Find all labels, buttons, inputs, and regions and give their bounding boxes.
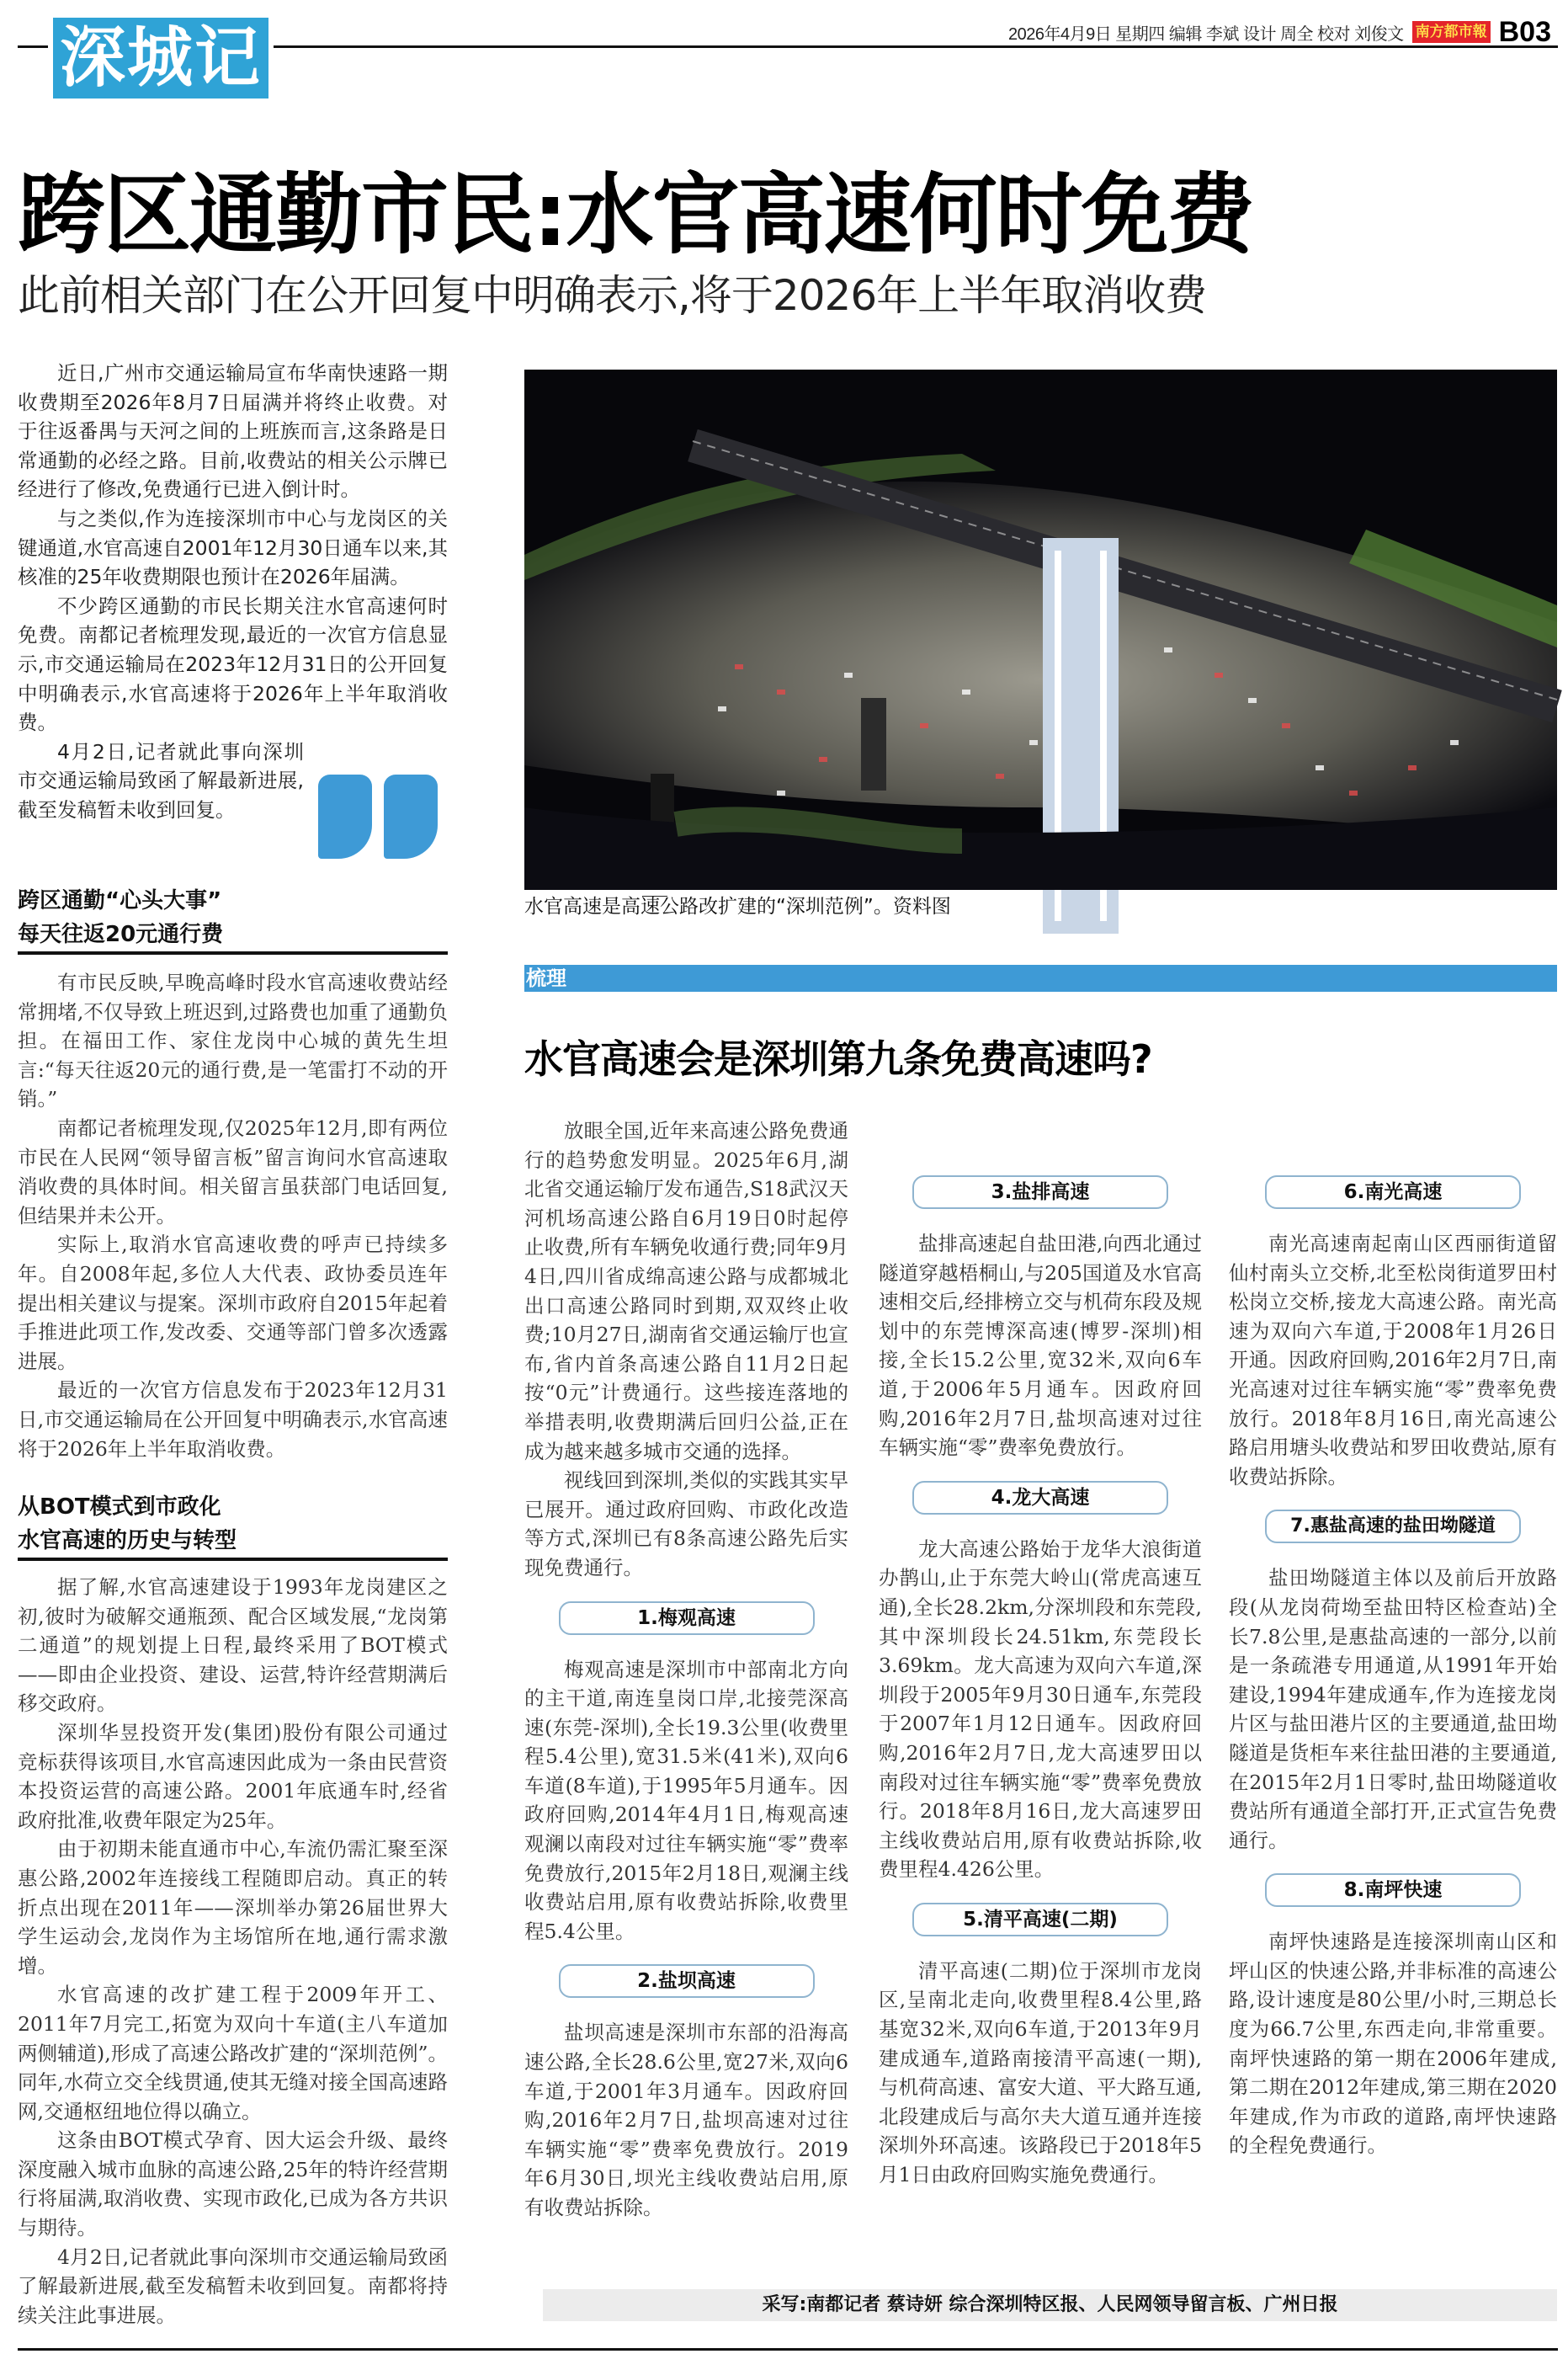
section1-heading: [18, 884, 448, 951]
intro-paragraph: 不少跨区通勤的市民长期关注水官高速何时免费。南都记者梳理发现,最近的一次官方信息显示,市交通运输局在2023年12月31日的公开回复中明确表示,水官高速将于2026年上半年取消收费。: [18, 594, 448, 735]
body-paragraph: 放眼全国,近年来高速公路免费通行的趋势愈发明显。2025年6月,湖北省交通运输厅发布通告,S18武汉天河机场高速公路自6月19日0时起停止收费,所有车辆免收通行费;同年9月4日,四川省成绵高速公路与成都城北出口高速公路同时到期,双双终止收费;10月27日,湖南省交通运输厅也宣布,省内首条高速公路自11月2日起按“0元”计费通行。这些接连落地的举措表明,收费期满后回归公益,正在成为越来越多城市交通的选择。: [524, 1119, 848, 1463]
road-heading-1: 1.梅观高速: [559, 1601, 815, 1635]
review-column-2: [879, 1116, 1202, 2270]
section1-title-line2: 每天往返20元通行费: [18, 922, 224, 947]
section1-body: [18, 968, 448, 1463]
paper-logo: 南方都市報: [1412, 21, 1491, 43]
review-column-3: [1229, 1116, 1557, 2278]
body-paragraph: 实际上,取消水官高速收费的呼声已持续多年。自2008年起,多位人大代表、政协委员连年提出相关建议与提案。深圳市政府自2015年起着手推进此项工作,发改委、交通等部门曾多次透露进展。: [18, 1233, 448, 1373]
section2-heading: [18, 1490, 448, 1558]
section-tag: 梳理: [526, 967, 566, 990]
review-title: 水官高速会是深圳第九条免费高速吗?: [524, 1036, 1152, 1082]
road-text-3: 盐排高速起自盐田港,向西北通过隧道穿越梧桐山,与205国道及水官高速相交后,经排榜立交与机荷东段及规划中的东莞博深高速(博罗-深圳)相接,全长15.2公里,宽32米,双向6车道,于2006年5月通车。因政府回购,2016年2月7日,盐坝高速对过往车辆实施“零”费率免费放行。: [879, 1232, 1202, 1460]
section1-title-line1: 跨区通勤“心头大事”: [18, 888, 222, 913]
road-text-7: 盐田坳隧道主体以及前后开放路段(从龙岗荷坳至盐田特区检查站)全长7.8公里,是惠盐高速的一部分,以前是一条疏港专用通道,从1991年开始建设,1994年建成通车,作为连接龙岗片区与盐田港片区的主要通道,盐田坳隧道是货柜车来往盐田港的主要通道,在2015年2月1日零时,盐田坳隧道收费站所有通道全部打开,正式宣告免费通行。: [1229, 1566, 1557, 1852]
road-heading-2: 2.盐坝高速: [559, 1964, 815, 1998]
road-text-4: 龙大高速公路始于龙华大浪街道办鹊山,止于东莞大岭山(常虎高速互通),全长28.2km,分深圳段和东莞段,其中深圳段长24.51km,东莞段长3.69km。龙大高速为双向六车道,深圳段于2005年9月30日通车,东莞段于2007年1月12日通车。因政府回购,2016年2月7日,龙大高速罗田以南段对过往车辆实施“零”费率免费放行。2018年8月16日,龙大高速罗田主线收费站启用,原有收费站拆除,收费里程4.426公里。: [879, 1536, 1202, 1882]
toll-station-photo: [524, 370, 1557, 890]
intro-paragraph: 4月2日,记者就此事向深圳市交通运输局致函了解最新进展,截至发稿暂未收到回复。: [18, 739, 304, 822]
intro-paragraph: 近日,广州市交通运输局宣布华南快速路一期收费期至2026年8月7日届满并将终止收费。对于往返番禺与天河之间的上班族而言,这条路是日常通勤的必经之路。目前,收费站的相关公示牌已经进行了修改,免费通行已进入倒计时。: [18, 361, 448, 502]
body-paragraph: 最近的一次官方信息发布于2023年12月31日,市交通运输局在公开回复中明确表示,水官高速将于2026年上半年取消收费。: [18, 1378, 448, 1461]
body-paragraph: 这条由BOT模式孕育、因大运会升级、最终深度融入城市血脉的高速公路,25年的特许经营期行将届满,取消收费、实现市政化,已成为各方共识与期待。: [18, 2128, 448, 2240]
body-paragraph: 视线回到深圳,类似的实践其实早已展开。通过政府回购、市政化改造等方式,深圳已有8条高速公路先后实现免费通行。: [524, 1468, 848, 1579]
section-tag-bar: [524, 965, 1557, 992]
body-paragraph: 深圳华昱投资开发(集团)股份有限公司通过竞标获得该项目,水官高速因此成为一条由民营资本投资运营的高速公路。2001年底通车时,经省政府批准,收费年限定为25年。: [18, 1720, 448, 1832]
road-heading-7: 7.惠盐高速的盐田坳隧道: [1265, 1510, 1521, 1543]
road-heading-4: 4.龙大高速: [912, 1481, 1168, 1515]
road-text-5: 清平高速(二期)位于深圳市龙岗区,呈南北走向,收费里程8.4公里,路基宽32米,双向6车道,于2013年9月建成通车,道路南接清平高速(一期),与机荷高速、富安大道、平大路互通,北段建成后与高尔夫大道互通并连接深圳外环高速。该路段已于2018年5月1日由政府回购实施免费通行。: [879, 1958, 1202, 2187]
section2-title-line1: 从BOT模式到市政化: [18, 1494, 221, 1520]
road-heading-5: 5.清平高速(二期): [912, 1903, 1168, 1936]
quote-mark-icon: [318, 775, 444, 867]
road-text-1: 梅观高速是深圳市中部南北方向的主干道,南连皇岗口岸,北接莞深高速(东莞-深圳),全长19.3公里(收费里程5.4公里),宽31.5米(41米),双向6车道(8车道),于1995年5月通车。因政府回购,2014年4月1日,梅观高速观澜以南段对过往车辆实施“零”费率免费放行,2015年2月18日,观澜主线收费站启用,原有收费站拆除,收费里程5.4公里。: [524, 1657, 848, 1943]
section2-title-line2: 水官高速的历史与转型: [18, 1528, 237, 1553]
road-heading-8: 8.南坪快速: [1265, 1873, 1521, 1907]
page-number: B03: [1498, 15, 1551, 48]
body-paragraph: 据了解,水官高速建设于1993年龙岗建区之初,彼时为破解交通瓶颈、配合区域发展,“龙岗第二通道”的规划提上日程,最终采用了BOT模式——即由企业投资、建设、运营,特许经营期满后移交政府。: [18, 1575, 448, 1716]
intro-block: [18, 359, 448, 825]
body-paragraph: 有市民反映,早晚高峰时段水官高速收费站经常拥堵,不仅导致上班迟到,过路费也加重了通勤负担。在福田工作、家住龙岗中心城的黄先生坦言:“每天往返20元的通行费,是一笔雷打不动的开销。”: [18, 971, 448, 1111]
section2-body: [18, 1573, 448, 2330]
section-brand: 深城记: [53, 18, 268, 99]
subheadline: 此前相关部门在公开回复中明确表示,将于2026年上半年取消收费: [18, 271, 1207, 320]
road-text-8: 南坪快速路是连接深圳南山区和坪山区的快速公路,并非标准的高速公路,设计速度是80公里/小时,三期总长度为66.7公里,东西走向,非常重要。南坪快速路的第一期在2006年建成,第二期在2012年建成,第三期在2020年建成,作为市政的道路,南坪快速路的全程免费通行。: [1229, 1930, 1557, 2158]
road-text-2: 盐坝高速是深圳市东部的沿海高速公路,全长28.6公里,宽27米,双向6车道,于2001年3月通车。因政府回购,2016年2月7日,盐坝高速对过往车辆实施“零”费率免费放行。2019年6月30日,坝光主线收费站启用,原有收费站拆除。: [524, 2021, 848, 2219]
body-paragraph: 4月2日,记者就此事向深圳市交通运输局致函了解最新进展,截至发稿暂未收到回复。南都将持续关注此事进展。: [18, 2245, 448, 2327]
section2-rule: [18, 1558, 448, 1561]
aerial-highway-image: [524, 370, 1557, 890]
issue-info: 2026年4月9日 星期四 编辑 李斌 设计 周全 校对 刘俊文: [1007, 24, 1404, 44]
body-paragraph: 南都记者梳理发现,仅2025年12月,即有两位市民在人民网“领导留言板”留言询问水官高速取消收费的具体时间。相关留言虽获部门电话回复,但结果并未公开。: [18, 1116, 448, 1228]
review-column-1: [524, 1116, 848, 2219]
intro-paragraph: 与之类似,作为连接深圳市中心与龙岗区的关键通道,水官高速自2001年12月30日通车以来,其核准的25年收费期限也预计在2026年届满。: [18, 506, 448, 589]
headline: 跨区通勤市民:水官高速何时免费: [18, 163, 1253, 266]
body-paragraph: 由于初期未能直通市中心,车流仍需汇聚至深惠公路,2002年连接线工程随即启动。真正的转折点出现在2011年——深圳举办第26届世界大学生运动会,龙岗作为主场馆所在地,通行需求激增。: [18, 1837, 448, 1978]
page-bottom-rule: [18, 2348, 1558, 2351]
masthead-meta: [1002, 15, 1551, 48]
road-text-6: 南光高速南起南山区西丽街道留仙村南头立交桥,北至松岗街道罗田村松岗立交桥,接龙大高速公路。南光高速为双向六车道,于2008年1月26日开通。因政府回购,2016年2月7日,南光高速对过往车辆实施“零”费率免费放行。2018年8月16日,南光高速公路启用塘头收费站和罗田收费站,原有收费站拆除。: [1229, 1232, 1557, 1489]
byline-credit: 采写:南都记者 蔡诗妍 综合深圳特区报、人民网领导留言板、广州日报: [543, 2289, 1557, 2321]
road-heading-3: 3.盐排高速: [912, 1175, 1168, 1209]
section1-rule: [18, 951, 448, 955]
body-paragraph: 水官高速的改扩建工程于2009年开工、2011年7月完工,拓宽为双向十车道(主八车道加两侧辅道),形成了高速公路改扩建的“深圳范例”。同年,水荷立交全线贯通,使其无缝对接全国高速路网,交通枢纽地位得以确立。: [18, 1983, 448, 2123]
photo-caption: 水官高速是高速公路改扩建的“深圳范例”。资料图: [524, 896, 951, 918]
road-heading-6: 6.南光高速: [1265, 1175, 1521, 1209]
